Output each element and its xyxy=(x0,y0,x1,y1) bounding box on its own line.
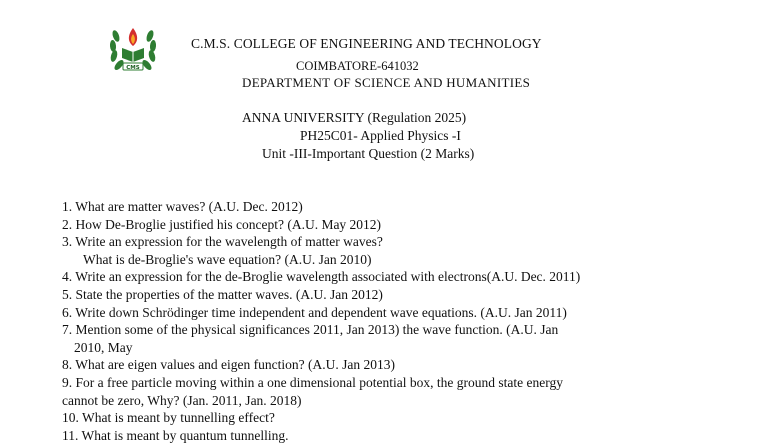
question-continuation: 2010, May xyxy=(74,339,133,355)
course-title: PH25C01- Applied Physics -I xyxy=(300,128,461,143)
college-name: C.M.S. COLLEGE OF ENGINEERING AND TECHNOLOGY xyxy=(191,36,542,51)
question-item: 3. Write an expression for the wavelength of matter waves? xyxy=(62,234,383,250)
question-list xyxy=(62,198,762,444)
question-subline: What is de-Broglie's wave equation? (A.U. Jan 2010) xyxy=(83,251,372,267)
college-logo xyxy=(108,22,158,76)
question-item: 10. What is meant by tunnelling effect? xyxy=(62,410,275,426)
question-item: 11. What is meant by quantum tunnelling. xyxy=(62,427,289,443)
question-continuation: cannot be zero, Why? (Jan. 2011, Jan. 2018) xyxy=(62,392,302,408)
department-name: DEPARTMENT OF SCIENCE AND HUMANITIES xyxy=(242,75,531,90)
college-city: COIMBATORE-641032 xyxy=(296,59,419,73)
question-item: 8. What are eigen values and eigen function? (A.U. Jan 2013) xyxy=(62,357,396,373)
logo-text: CMS xyxy=(126,65,140,71)
question-item: 7. Mention some of the physical significances 2011, Jan 2013) the wave function. (A.U. Jan xyxy=(62,322,559,338)
question-item: 1. What are matter waves? (A.U. Dec. 2012) xyxy=(62,199,303,214)
university-regulation: ANNA UNIVERSITY (Regulation 2025) xyxy=(242,110,467,125)
question-item: 6. Write down Schrödinger time independent and dependent wave equations. (A.U. Jan 2011) xyxy=(62,304,567,320)
question-item: 4. Write an expression for the de-Broglie wavelength associated with electrons(A.U. Dec. 2011) xyxy=(62,269,581,285)
unit-title: Unit -III-Important Question (2 Marks) xyxy=(262,146,475,161)
question-item: 2. How De-Broglie justified his concept? (A.U. May 2012) xyxy=(62,216,382,232)
question-item: 5. State the properties of the matter waves. (A.U. Jan 2012) xyxy=(62,286,383,302)
question-item: 9. For a free particle moving within a one dimensional potential box, the ground state energy xyxy=(62,374,563,390)
